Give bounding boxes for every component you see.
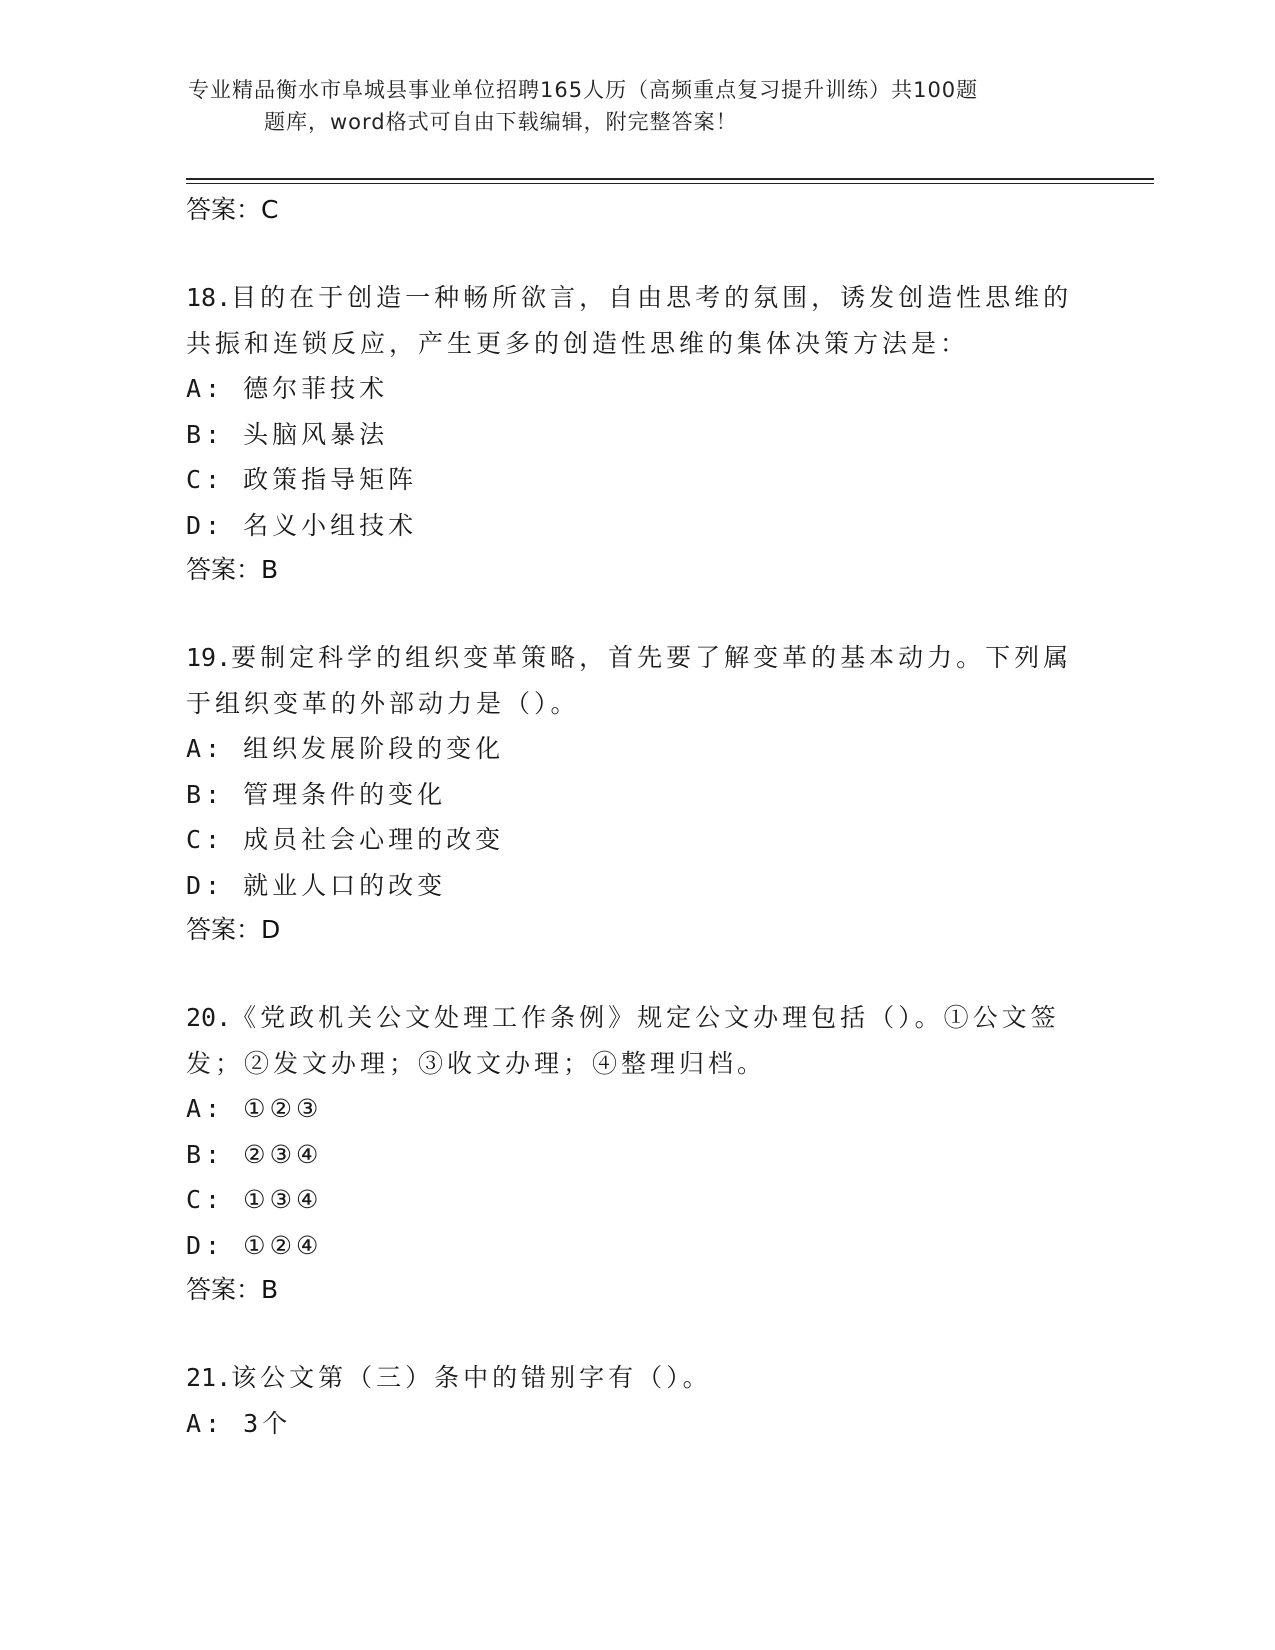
header-title-line-2: 题库，word格式可自由下载编辑，附完整答案！ — [264, 110, 738, 134]
header-rule-thin — [186, 183, 1154, 184]
option-d: D: ①②④ — [186, 1230, 323, 1260]
option-d: D: 就业人口的改变 — [186, 870, 447, 900]
question-stem — [186, 995, 1086, 1086]
question-list — [186, 188, 1086, 1446]
question-number: 18. — [186, 283, 232, 312]
page-header — [188, 74, 1088, 138]
question-block — [186, 635, 1086, 952]
stem-line: 于组织变革的外部动力是（）。 — [186, 688, 580, 718]
stem-line: 共振和连锁反应，产生更多的创造性思维的集体决策方法是： — [186, 328, 970, 358]
question-block — [186, 1355, 1086, 1446]
question-stem — [186, 1355, 1086, 1401]
answer-line: 答案：B — [186, 555, 279, 584]
question-number: 19. — [186, 643, 232, 672]
stem-line: 要制定科学的组织变革策略，首先要了解变革的基本动力。下列属 — [231, 643, 1073, 672]
option-c: C: 成员社会心理的改变 — [186, 825, 505, 854]
stem-line: 《党政机关公文处理工作条例》规定公文办理包括（）。①公文签 — [231, 1003, 1060, 1032]
option-a: A: 组织发展阶段的变化 — [186, 734, 505, 763]
question-stem — [186, 635, 1086, 726]
header-rule-thick — [186, 178, 1154, 180]
option-b: B: 头脑风暴法 — [186, 419, 389, 449]
question-number: 20. — [186, 1003, 232, 1032]
answer-line: 答案：B — [186, 1275, 279, 1304]
option-d: D: 名义小组技术 — [186, 510, 418, 540]
option-b: B: 管理条件的变化 — [186, 779, 447, 809]
question-block — [186, 995, 1086, 1312]
option-a: A: 3个 — [186, 1408, 292, 1438]
question-block — [186, 275, 1086, 592]
stem-line: 该公文第（三）条中的错别字有（）。 — [231, 1363, 712, 1392]
stem-line: 发；②发文办理；③收文办理；④整理归档。 — [186, 1048, 767, 1078]
option-a: A: 德尔菲技术 — [186, 374, 389, 403]
stem-line: 目的在于创造一种畅所欲言，自由思考的氛围，诱发创造性思维的 — [231, 283, 1073, 312]
option-b: B: ②③④ — [186, 1139, 323, 1169]
answer-line: 答案：D — [186, 915, 281, 944]
option-c: C: ①③④ — [186, 1185, 323, 1214]
answer-line: 答案：C — [186, 195, 279, 224]
option-c: C: 政策指导矩阵 — [186, 465, 418, 494]
question-number: 21. — [186, 1363, 232, 1392]
header-title-line-1: 专业精品衡水市阜城县事业单位招聘165人历（高频重点复习提升训练）共100题 — [188, 78, 979, 102]
option-a: A: ①②③ — [186, 1094, 323, 1123]
question-stem — [186, 275, 1086, 366]
